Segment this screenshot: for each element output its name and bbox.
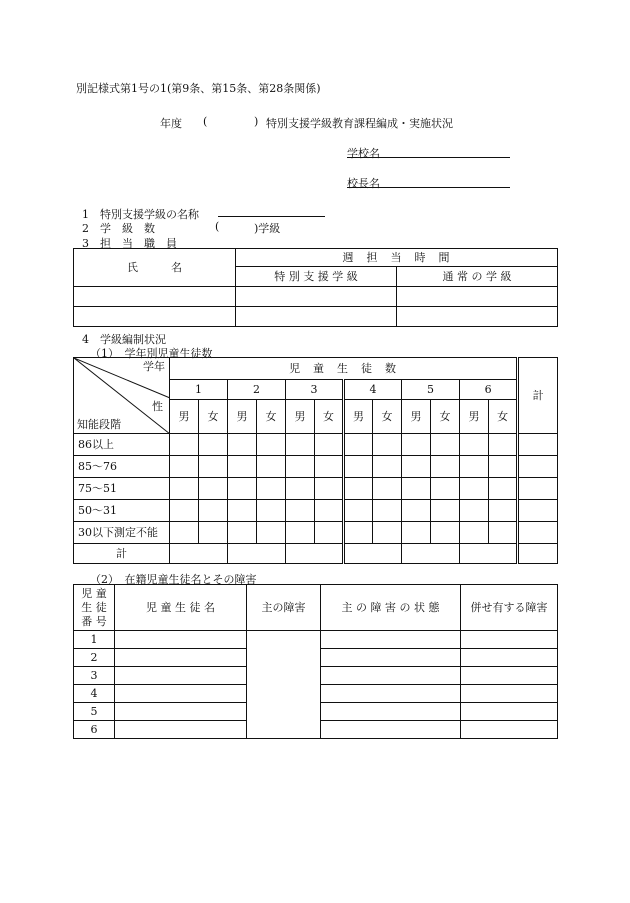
student-number: 2 — [74, 649, 115, 667]
male-header: 男 — [228, 400, 257, 434]
count-cell[interactable] — [489, 434, 518, 456]
grade-total-cell[interactable] — [228, 544, 286, 564]
count-cell[interactable] — [315, 456, 344, 478]
principal-name-label: 校長名 — [347, 177, 380, 190]
count-cell[interactable] — [199, 434, 228, 456]
grade-header: 4 — [344, 380, 402, 400]
count-cell[interactable] — [315, 434, 344, 456]
other-disability-header: 併せ有する障害 — [461, 585, 558, 631]
row-total-cell[interactable] — [518, 500, 558, 522]
male-header: 男 — [286, 400, 315, 434]
grade-total-cell[interactable] — [402, 544, 460, 564]
page-title: 特別支援学級教育課程編成・実施状況 — [266, 117, 453, 130]
grade-total-cell[interactable] — [286, 544, 344, 564]
student-name-cell[interactable] — [115, 685, 247, 703]
item2-paren-open: ( — [215, 220, 220, 233]
item4-label: 4 学級編制状況 — [82, 333, 166, 346]
grade-total-cell[interactable] — [170, 544, 228, 564]
item2-suffix: )学級 — [254, 222, 281, 235]
level-row-label: 75〜51 — [74, 478, 170, 500]
count-cell[interactable] — [460, 478, 489, 500]
count-cell[interactable] — [460, 456, 489, 478]
count-cell[interactable] — [170, 456, 199, 478]
count-cell[interactable] — [489, 478, 518, 500]
staff-cell[interactable] — [397, 307, 558, 327]
count-cell[interactable] — [344, 522, 373, 544]
grade-header: 3 — [286, 380, 344, 400]
staff-cell[interactable] — [74, 307, 236, 327]
student-number: 4 — [74, 685, 115, 703]
grade-header: 5 — [402, 380, 460, 400]
student-name-cell[interactable] — [115, 649, 247, 667]
count-cell[interactable] — [402, 522, 431, 544]
count-cell[interactable] — [257, 522, 286, 544]
grand-total-cell[interactable] — [518, 544, 558, 564]
student-number: 3 — [74, 667, 115, 685]
level-row-label: 30以下測定不能 — [74, 522, 170, 544]
count-cell[interactable] — [460, 522, 489, 544]
student-count-table — [73, 357, 558, 564]
grade-header: 1 — [170, 380, 228, 400]
count-cell[interactable] — [286, 456, 315, 478]
level-label: 知能段階 — [77, 418, 121, 431]
count-cell[interactable] — [460, 434, 489, 456]
other-disability-cell[interactable] — [461, 649, 558, 667]
diagonal-header-cell — [74, 358, 170, 434]
student-name-header: 児 童 生 徒 名 — [115, 585, 247, 631]
female-header: 女 — [373, 400, 402, 434]
total-row-label: 計 — [74, 544, 170, 564]
student-number: 6 — [74, 721, 115, 739]
count-cell[interactable] — [402, 478, 431, 500]
count-cell[interactable] — [373, 434, 402, 456]
count-cell[interactable] — [257, 478, 286, 500]
count-cell[interactable] — [373, 500, 402, 522]
count-cell[interactable] — [199, 522, 228, 544]
count-cell[interactable] — [489, 500, 518, 522]
other-disability-cell[interactable] — [461, 631, 558, 649]
count-cell[interactable] — [315, 522, 344, 544]
count-cell[interactable] — [344, 478, 373, 500]
staff-name-header: 氏 名 — [74, 249, 236, 287]
grade-total-cell[interactable] — [460, 544, 518, 564]
count-cell[interactable] — [489, 456, 518, 478]
female-header: 女 — [199, 400, 228, 434]
count-cell[interactable] — [431, 500, 460, 522]
count-cell[interactable] — [402, 456, 431, 478]
staff-cell[interactable] — [236, 287, 397, 307]
title-year: 年度 — [160, 117, 182, 130]
count-cell[interactable] — [170, 522, 199, 544]
female-header: 女 — [489, 400, 518, 434]
count-cell[interactable] — [431, 434, 460, 456]
male-header: 男 — [344, 400, 373, 434]
disability-table — [73, 584, 558, 739]
count-cell[interactable] — [402, 500, 431, 522]
school-name-field[interactable] — [347, 157, 510, 158]
grade-total-cell[interactable] — [344, 544, 402, 564]
class-name-field[interactable] — [218, 216, 325, 217]
disability-state-cell[interactable] — [321, 631, 461, 649]
count-cell[interactable] — [315, 478, 344, 500]
count-cell[interactable] — [228, 500, 257, 522]
count-cell[interactable] — [199, 500, 228, 522]
count-cell[interactable] — [257, 434, 286, 456]
main-disability-cell[interactable] — [247, 631, 321, 739]
count-cell[interactable] — [315, 500, 344, 522]
number-header-line: 児 童 — [81, 586, 107, 600]
item4-2-label: （2） 在籍児童生徒名とその障害 — [90, 573, 257, 586]
grade-header: 6 — [460, 380, 518, 400]
student-name-cell[interactable] — [115, 721, 247, 739]
count-cell[interactable] — [199, 456, 228, 478]
principal-name-field[interactable] — [347, 187, 510, 188]
count-cell[interactable] — [257, 456, 286, 478]
sex-label: 性 — [152, 400, 163, 413]
count-cell[interactable] — [344, 456, 373, 478]
count-cell[interactable] — [431, 478, 460, 500]
female-header: 女 — [257, 400, 286, 434]
count-cell[interactable] — [170, 478, 199, 500]
student-name-cell[interactable] — [115, 631, 247, 649]
other-disability-cell[interactable] — [461, 721, 558, 739]
count-cell[interactable] — [286, 434, 315, 456]
level-row-label: 50〜31 — [74, 500, 170, 522]
level-row-label: 86以上 — [74, 434, 170, 456]
school-name-label: 学校名 — [347, 147, 380, 160]
special-class-header: 特 別 支 援 学 級 — [236, 267, 397, 287]
item3-label: 3 担 当 職 員 — [82, 237, 177, 250]
count-cell[interactable] — [373, 522, 402, 544]
row-total-cell[interactable] — [518, 456, 558, 478]
title-paren-open: ( — [203, 115, 208, 128]
other-disability-cell[interactable] — [461, 667, 558, 685]
weekly-hours-header: 週 担 当 時 間 — [236, 249, 558, 267]
row-total-cell[interactable] — [518, 434, 558, 456]
disability-state-header: 主 の 障 害 の 状 態 — [321, 585, 461, 631]
number-header — [74, 585, 115, 631]
staff-table — [73, 248, 558, 327]
count-cell[interactable] — [286, 522, 315, 544]
title-paren-close: ) — [254, 115, 259, 128]
count-cell[interactable] — [228, 434, 257, 456]
disability-state-cell[interactable] — [321, 721, 461, 739]
disability-state-cell[interactable] — [321, 703, 461, 721]
count-cell[interactable] — [489, 522, 518, 544]
students-header: 児 童 生 徒 数 — [170, 358, 518, 380]
grade-label: 学年 — [143, 360, 165, 373]
number-header-line: 番 号 — [81, 614, 107, 628]
row-total-cell[interactable] — [518, 478, 558, 500]
staff-cell[interactable] — [397, 287, 558, 307]
staff-cell[interactable] — [236, 307, 397, 327]
count-cell[interactable] — [344, 434, 373, 456]
main-disability-header: 主の障害 — [247, 585, 321, 631]
count-cell[interactable] — [170, 500, 199, 522]
row-total-cell[interactable] — [518, 522, 558, 544]
count-cell[interactable] — [257, 500, 286, 522]
disability-state-cell[interactable] — [321, 685, 461, 703]
count-cell[interactable] — [228, 478, 257, 500]
item4-1-label: （1） 学年別児童生徒数 — [90, 347, 213, 360]
form-reference: 別記様式第1号の1(第9条、第15条、第28条関係) — [76, 82, 321, 95]
count-cell[interactable] — [286, 500, 315, 522]
disability-state-cell[interactable] — [321, 649, 461, 667]
item2-label: 2 学 級 数 — [82, 222, 155, 235]
count-cell[interactable] — [170, 434, 199, 456]
student-name-cell[interactable] — [115, 703, 247, 721]
grade-header: 2 — [228, 380, 286, 400]
male-header: 男 — [460, 400, 489, 434]
disability-state-cell[interactable] — [321, 667, 461, 685]
count-cell[interactable] — [460, 500, 489, 522]
student-name-cell[interactable] — [115, 667, 247, 685]
male-header: 男 — [402, 400, 431, 434]
other-disability-cell[interactable] — [461, 685, 558, 703]
student-number: 1 — [74, 631, 115, 649]
number-header-line: 生 徒 — [81, 600, 107, 614]
count-cell[interactable] — [228, 456, 257, 478]
count-cell[interactable] — [402, 434, 431, 456]
count-cell[interactable] — [373, 456, 402, 478]
count-cell[interactable] — [431, 522, 460, 544]
other-disability-cell[interactable] — [461, 703, 558, 721]
student-number: 5 — [74, 703, 115, 721]
staff-cell[interactable] — [74, 287, 236, 307]
count-cell[interactable] — [344, 500, 373, 522]
level-row-label: 85〜76 — [74, 456, 170, 478]
item1-label: 1 特別支援学級の名称 — [82, 208, 199, 221]
female-header: 女 — [315, 400, 344, 434]
count-cell[interactable] — [286, 478, 315, 500]
female-header: 女 — [431, 400, 460, 434]
count-cell[interactable] — [431, 456, 460, 478]
count-cell[interactable] — [199, 478, 228, 500]
count-cell[interactable] — [228, 522, 257, 544]
total-header: 計 — [518, 358, 558, 434]
regular-class-header: 通 常 の 学 級 — [397, 267, 558, 287]
male-header: 男 — [170, 400, 199, 434]
count-cell[interactable] — [373, 478, 402, 500]
